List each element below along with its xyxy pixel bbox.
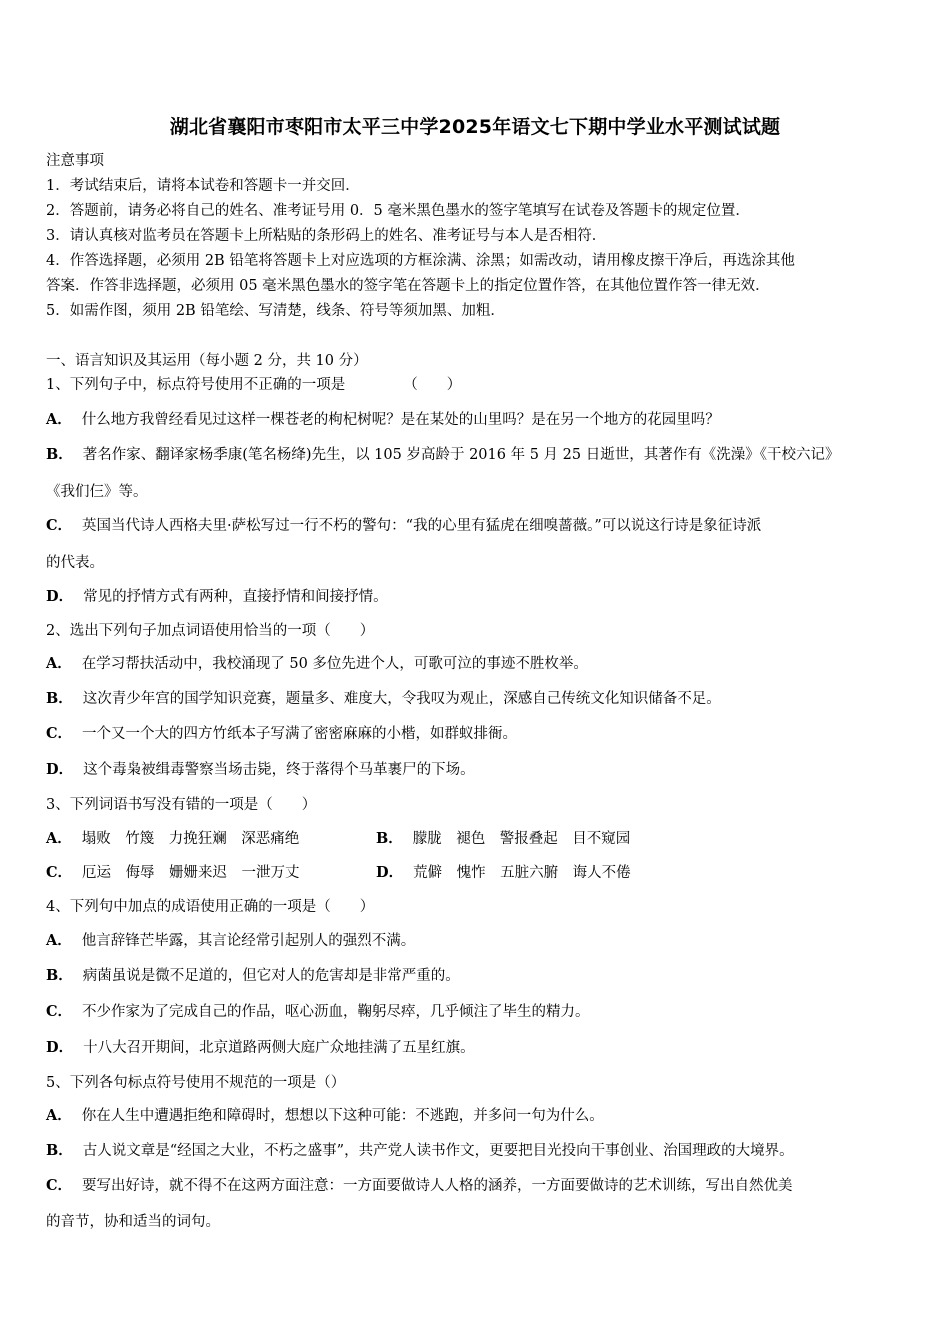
option-a: [46, 1106, 604, 1126]
option-letter: D．: [376, 864, 404, 881]
option-a: [46, 831, 299, 847]
option-c: [46, 516, 761, 536]
option-a: [46, 931, 415, 951]
option-text: 要写出好诗，就不得不在这两方面注意：一方面要做诗人人格的涵养，一方面要做诗的艺术训练，写出自然优美: [82, 1178, 793, 1194]
option-letter: B．: [46, 1142, 73, 1159]
option-letter: A．: [46, 830, 72, 847]
notice-item: 4．作答选择题，必须用 2B 铅笔将答题卡上对应选项的方框涂满、涂黑；如需改动，请用橡皮擦干净后，再选涂其他: [46, 253, 795, 269]
option-text: 常见的抒情方式有两种，直接抒情和间接抒情。: [83, 589, 388, 605]
option-d: [46, 1038, 475, 1058]
option-letter: B．: [376, 830, 403, 847]
option-text: 厄运 侮辱 姗姗来迟 一泄万丈: [82, 865, 300, 881]
option-letter: A．: [46, 655, 72, 672]
option-text: 著名作家、翻译家杨季康(笔名杨绛)先生，以 105 岁高龄于 2016 年 5 月 25 日逝世，其著作有《洗澡》《干校六记》: [82, 447, 840, 463]
option-a: [46, 654, 588, 674]
notice-item: 1．考试结束后，请将本试卷和答题卡一并交回．: [46, 178, 360, 194]
question-2-stem: 2、选出下列句子加点词语使用恰当的一项（ ）: [46, 623, 375, 639]
option-d: [46, 587, 388, 607]
notice-item: 答案．作答非选择题，必须用 05 毫米黑色墨水的签字笔在答题卡上的指定位置作答，在其他位置作答一律无效．: [46, 278, 770, 294]
option-text: 古人说文章是“经国之大业，不朽之盛事”，共产党人读书作文，更要把目光投向干事创业、治国理政的大境界。: [82, 1143, 794, 1159]
option-letter: D．: [46, 588, 74, 605]
notice-item: 5．如需作图，须用 2B 铅笔绘、写清楚，线条、符号等须加黑、加粗．: [46, 303, 505, 319]
option-letter: B．: [46, 967, 73, 984]
option-text: 你在人生中遭遇拒绝和障碍时，想想以下这种可能：不逃跑，并多问一句为什么。: [81, 1108, 604, 1124]
option-letter: D．: [46, 1039, 74, 1056]
option-letter: A．: [46, 1107, 72, 1124]
answer-parenthesis: （ ）: [403, 377, 462, 393]
option-b: [46, 689, 721, 709]
option-row: [46, 863, 904, 883]
notice-item: 3．请认真核对监考员在答题卡上所粘贴的条形码上的姓名、准考证号与本人是否相符．: [46, 228, 607, 244]
option-row: [46, 829, 904, 849]
option-text: 他言辞锋芒毕露，其言论经常引起别人的强烈不满。: [81, 933, 416, 949]
option-text: 在学习帮扶活动中，我校涌现了 50 多位先进个人，可歌可泣的事迹不胜枚举。: [81, 656, 588, 672]
option-text: 荒僻 愧怍 五脏六腑 诲人不倦: [413, 865, 631, 881]
question-4-stem: 4、下列句中加点的成语使用正确的一项是（ ）: [46, 899, 375, 915]
option-text: 塌败 竹篾 力挽狂斓 深恶痛绝: [81, 831, 300, 847]
option-letter: A．: [46, 411, 72, 428]
option-text: 这次青少年宫的国学知识竞赛，题量多、难度大，令我叹为观止，深感自己传统文化知识储备不足。: [82, 691, 721, 707]
option-text: 病菌虽说是微不足道的，但它对人的危害却是非常严重的。: [82, 968, 460, 984]
option-letter: C．: [46, 864, 73, 881]
option-text: 这个毒枭被缉毒警察当场击毙，终于落得个马革裹尸的下场。: [83, 762, 475, 778]
option-b: [46, 966, 460, 986]
option-letter: A．: [46, 932, 72, 949]
option-letter: D．: [46, 761, 74, 778]
option-text: 什么地方我曾经看见过这样一棵苍老的枸杞树呢？是在某处的山里吗？是在另一个地方的花园里吗？: [81, 412, 720, 428]
option-b: [46, 445, 839, 465]
question-1: [46, 375, 461, 395]
option-letter: B．: [46, 446, 73, 463]
option-c: [46, 1176, 793, 1196]
option-c: [46, 724, 517, 744]
option-letter: C．: [46, 1003, 73, 1020]
option-c: [46, 1002, 590, 1022]
exam-title: 湖北省襄阳市枣阳市太平三中学2025年语文七下期中学业水平测试试题: [169, 116, 781, 138]
option-c: [46, 865, 300, 881]
option-b: [46, 1141, 794, 1161]
option-text: 朦胧 褪色 警报叠起 目不窥园: [412, 831, 631, 847]
option-a: [46, 410, 720, 430]
notice-heading: 注意事项: [46, 153, 104, 169]
section-heading: 一、语言知识及其运用（每小题 2 分，共 10 分）: [46, 353, 368, 369]
option-letter: C．: [46, 725, 73, 742]
option-letter: C．: [46, 1177, 73, 1194]
option-continuation: 的代表。: [46, 555, 104, 571]
question-3-stem: 3、下列词语书写没有错的一项是（ ）: [46, 797, 317, 813]
option-d: [376, 863, 631, 883]
notice-item: 2．答题前，请务必将自己的姓名、准考证号用 0．5 毫米黑色墨水的签字笔填写在试卷及答题卡的规定位置．: [46, 203, 750, 219]
option-text: 一个又一个大的四方竹纸本子写满了密密麻麻的小楷，如群蚁排衙。: [82, 726, 518, 742]
option-continuation: 的音节，协和适当的词句。: [46, 1214, 220, 1230]
question-stem: 1、下列句子中，标点符号使用不正确的一项是: [46, 377, 346, 393]
option-d: [46, 760, 475, 780]
option-letter: C．: [46, 517, 73, 534]
option-text: 十八大召开期间，北京道路两侧大庭广众地挂满了五星红旗。: [83, 1040, 475, 1056]
question-5-stem: 5、下列各句标点符号使用不规范的一项是（）: [46, 1075, 346, 1091]
option-b: [376, 829, 630, 849]
option-text: 不少作家为了完成自己的作品，呕心沥血，鞠躬尽瘁，几乎倾注了毕生的精力。: [82, 1004, 590, 1020]
option-text: 英国当代诗人西格夫里·萨松写过一行不朽的警句：“我的心里有猛虎在细嗅蔷薇。”可以说这行诗是象征诗派: [82, 518, 762, 534]
option-letter: B．: [46, 690, 73, 707]
option-continuation: 《我们仨》等。: [46, 484, 148, 500]
